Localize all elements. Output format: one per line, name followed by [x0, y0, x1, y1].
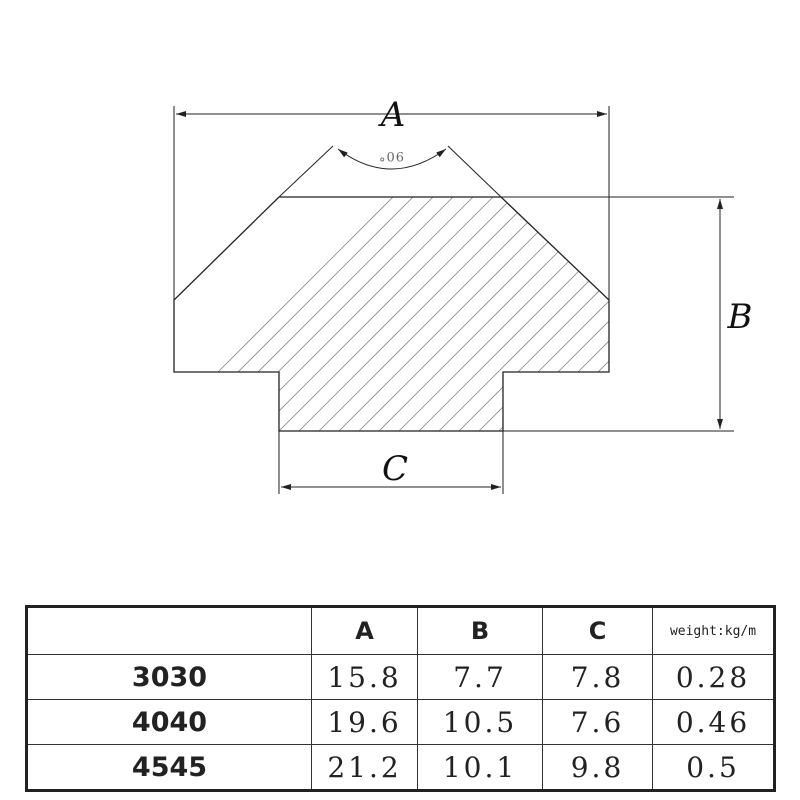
row-value-c: 7.8	[543, 655, 653, 700]
row-value-c: 9.8	[543, 745, 653, 791]
table-row	[27, 655, 775, 700]
angle-label: 90°	[377, 148, 405, 163]
spec-table	[25, 605, 776, 792]
header-cell-weight: weight:kg/m	[653, 607, 775, 655]
row-model: 3030	[27, 655, 312, 700]
table-row	[27, 700, 775, 745]
row-model: 4040	[27, 700, 312, 745]
row-value-weight: 0.5	[653, 745, 775, 791]
row-value-a: 15.8	[312, 655, 418, 700]
dimension-c-label: C	[381, 449, 409, 489]
header-cell-b: B	[418, 607, 543, 655]
row-value-b: 10.5	[418, 700, 543, 745]
row-value-a: 19.6	[312, 700, 418, 745]
t-nut-profile-outline	[174, 197, 609, 431]
row-value-b: 10.1	[418, 745, 543, 791]
table-row	[27, 745, 775, 791]
row-model: 4545	[27, 745, 312, 791]
row-value-b: 7.7	[418, 655, 543, 700]
row-value-weight: 0.46	[653, 700, 775, 745]
header-cell-empty	[27, 607, 312, 655]
extension-lines	[174, 106, 734, 494]
header-cell-c: C	[543, 607, 653, 655]
header-cell-a: A	[312, 607, 418, 655]
row-value-a: 21.2	[312, 745, 418, 791]
row-value-c: 7.6	[543, 700, 653, 745]
dimension-a-label: A	[380, 95, 406, 135]
dimension-b-label: B	[727, 297, 753, 337]
table-header-row	[27, 607, 775, 655]
row-value-weight: 0.28	[653, 655, 775, 700]
